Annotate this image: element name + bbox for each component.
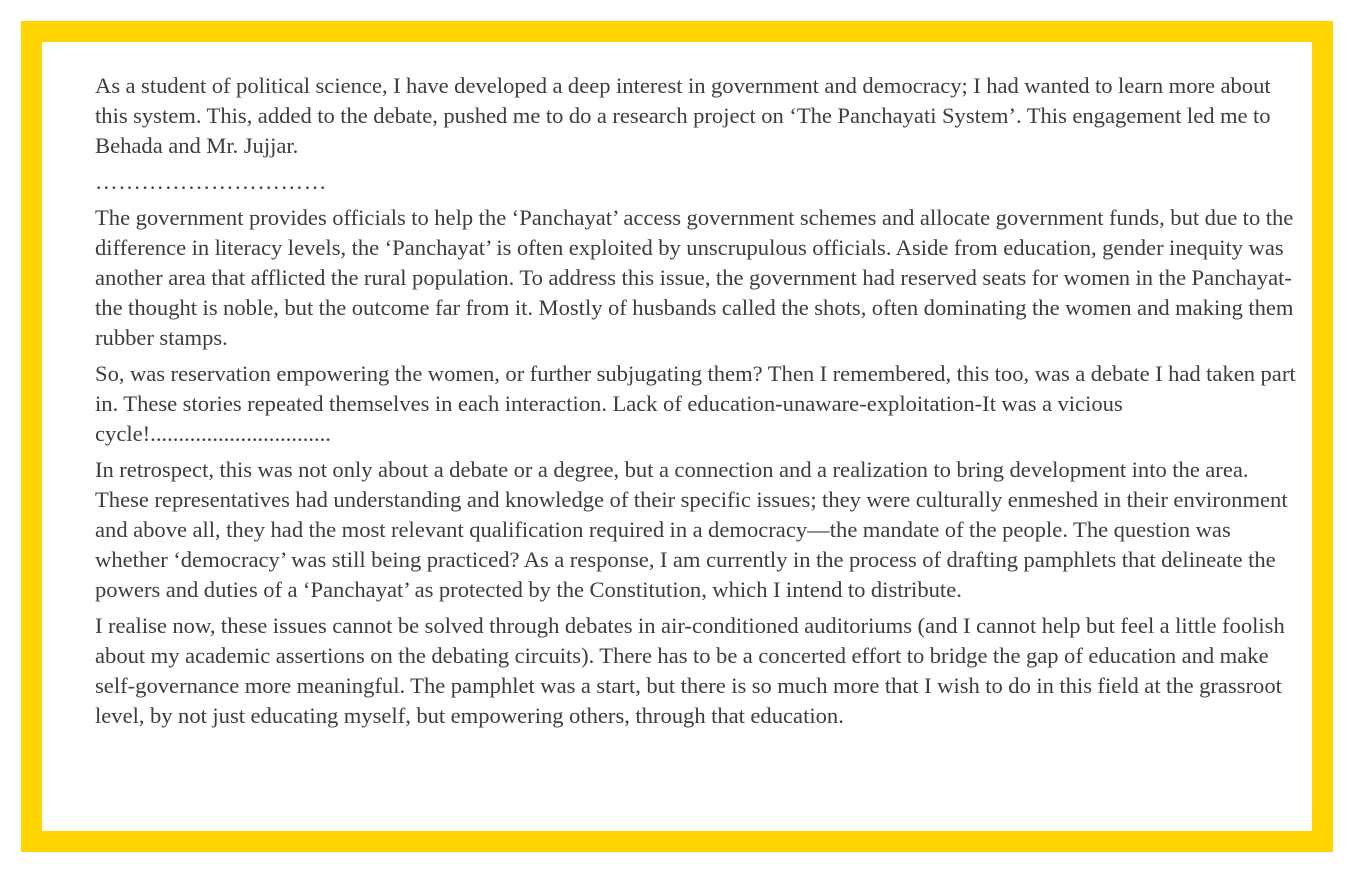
essay-panel bbox=[42, 42, 1312, 831]
yellow-border-frame bbox=[21, 21, 1333, 852]
ellipsis-separator: ………………………… bbox=[95, 169, 327, 194]
essay-paragraph-conclusion: I realise now, these issues cannot be solved through debates in air-conditioned auditoriums (and I cannot help but feel a little foolish about my academic assertions on the debating circuits). There has to be a concerted effort to bridge the gap of education and make self-governance more meaningful. The pamphlet was a start, but there is so much more that I wish to do in this field at the grassroot level, by not just educating myself, but empowering others, through that education. bbox=[95, 613, 1285, 728]
essay-paragraph-intro: As a student of political science, I have developed a deep interest in government and democracy; I had wanted to learn more about this system. This, added to the debate, pushed me to do a research project on ‘The Panchayati System’. This engagement led me to Behada and Mr. Jujjar. bbox=[95, 73, 1271, 158]
essay-paragraph-officials: The government provides officials to help the ‘Panchayat’ access government schemes and allocate government funds, but due to the difference in literacy levels, the ‘Panchayat’ is often exploited by unscrupulous officials. Aside from education, gender inequity was another area that afflicted the rural population. To address this issue, the government had reserved seats for women in the Panchayat-the thought is noble, but the outcome far from it. Mostly of husbands called the shots, often dominating the women and making them rubber stamps. bbox=[95, 205, 1294, 350]
essay-paragraph-reservation: So, was reservation empowering the women, or further subjugating them? Then I remembered, this too, was a debate I had taken part in. These stories repeated themselves in each interaction. Lack of education-unaware-exploitation-It was a vicious cycle!................................ bbox=[95, 361, 1296, 446]
essay-paragraph-retrospect: In retrospect, this was not only about a debate or a degree, but a connection and a realization to bring development into the area. These representatives had understanding and knowledge of their specific issues; they were culturally enmeshed in their environment and above all, they had the most relevant qualification required in a democracy—the mandate of the people. The question was whether ‘democracy’ was still being practiced? As a response, I am currently in the process of drafting pamphlets that delineate the powers and duties of a ‘Panchayat’ as protected by the Constitution, which I intend to distribute. bbox=[95, 457, 1288, 602]
